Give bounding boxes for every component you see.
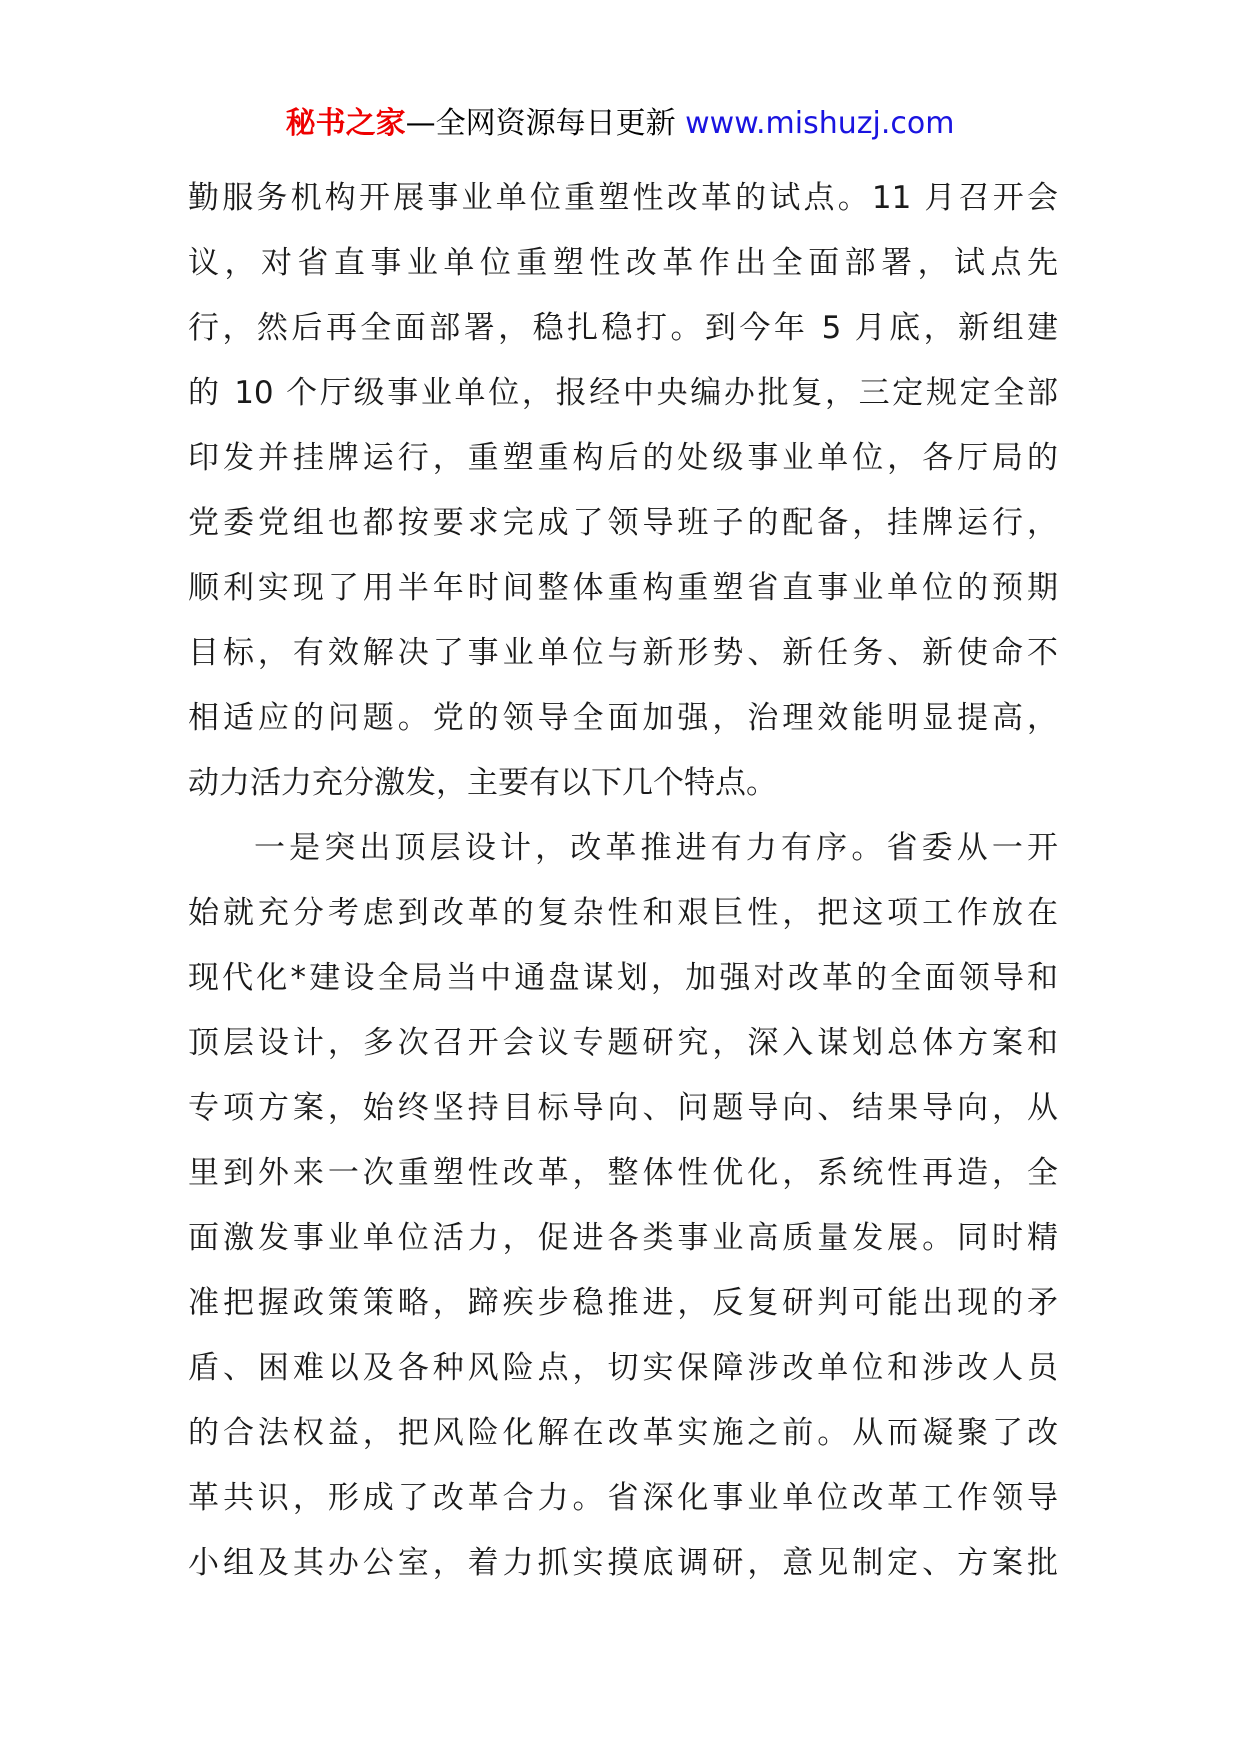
text-line: 勤服务机构开展事业单位重塑性改革的试点。11 月召开会 xyxy=(188,180,1058,216)
text-line: 准把握政策策略，蹄疾步稳推进，反复研判可能出现的矛 xyxy=(188,1285,1058,1321)
text-line: 面激发事业单位活力，促进各类事业高质量发展。同时精 xyxy=(188,1220,1058,1256)
text-line: 始就充分考虑到改革的复杂性和艰巨性，把这项工作放在 xyxy=(188,895,1058,931)
text-line: 现代化*建设全局当中通盘谋划，加强对改革的全面领导和 xyxy=(188,960,1058,996)
text-line: 相适应的问题。党的领导全面加强，治理效能明显提高， xyxy=(188,700,1058,736)
text-line: 行，然后再全面部署，稳扎稳打。到今年 5 月底，新组建 xyxy=(188,310,1058,346)
text-line: 印发并挂牌运行，重塑重构后的处级事业单位，各厅局的 xyxy=(188,440,1058,476)
text-line: 顶层设计，多次召开会议专题研究，深入谋划总体方案和 xyxy=(188,1025,1058,1061)
text-line: 顺利实现了用半年时间整体重构重塑省直事业单位的预期 xyxy=(188,570,1058,606)
site-tagline: —全网资源每日更新 xyxy=(405,106,676,141)
site-header xyxy=(0,102,1240,146)
text-line: 目标，有效解决了事业单位与新形势、新任务、新使命不 xyxy=(188,635,1058,671)
document-body xyxy=(188,166,1058,1596)
text-line: 专项方案，始终坚持目标导向、问题导向、结果导向，从 xyxy=(188,1090,1058,1126)
text-line: 的 10 个厅级事业单位，报经中央编办批复，三定规定全部 xyxy=(188,375,1058,411)
text-line: 小组及其办公室，着力抓实摸底调研，意见制定、方案批 xyxy=(188,1545,1058,1581)
site-brand: 秘书之家 xyxy=(285,106,406,141)
text-line: 党委党组也都按要求完成了领导班子的配备，挂牌运行， xyxy=(188,505,1058,541)
paragraph-first-line: 一是突出顶层设计，改革推进有力有序。省委从一开 xyxy=(254,830,1058,866)
text-line: 盾、困难以及各种风险点，切实保障涉改单位和涉改人员 xyxy=(188,1350,1058,1386)
text-line: 动力活力充分激发，主要有以下几个特点。 xyxy=(188,765,777,801)
text-line: 革共识，形成了改革合力。省深化事业单位改革工作领导 xyxy=(188,1480,1058,1516)
text-line: 的合法权益，把风险化解在改革实施之前。从而凝聚了改 xyxy=(188,1415,1058,1451)
text-line: 里到外来一次重塑性改革，整体性优化，系统性再造，全 xyxy=(188,1155,1058,1191)
text-line: 议，对省直事业单位重塑性改革作出全面部署，试点先 xyxy=(188,245,1058,281)
site-url-link[interactable]: www.mishuzj.com xyxy=(685,106,955,141)
